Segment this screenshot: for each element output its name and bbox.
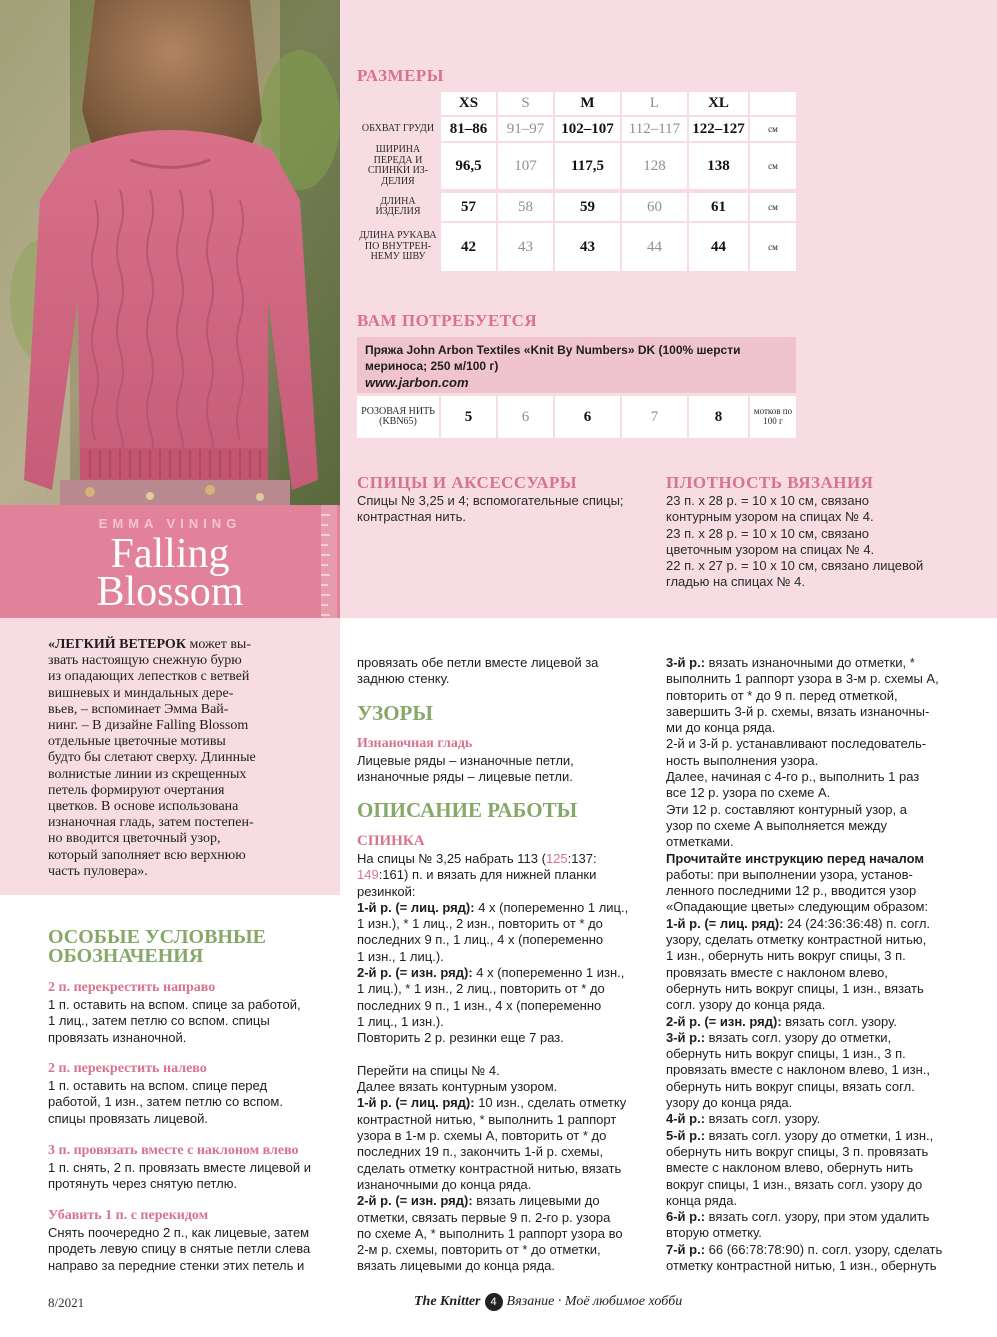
text-line: 2-й и 3-й р. устанавливают последователь- <box>666 736 927 752</box>
size-value: 44 <box>622 223 687 271</box>
row-label: 3-й р.: <box>666 655 706 670</box>
abbr-line: спицы провязать лицевой. <box>48 1110 208 1126</box>
back-heading: СПИНКА <box>357 833 425 849</box>
text-line: 3-й р.: вязать изнаночными до отметки, * <box>666 655 915 670</box>
abbr-item-text <box>48 1078 338 1127</box>
text-line: согл. узору до конца ряда. <box>666 997 826 1013</box>
size-unit: см <box>750 223 796 271</box>
reverse-stockinette-head: Изнаночная гладь <box>357 736 473 751</box>
intro-line: часть пуловера». <box>48 863 148 879</box>
intro-line: но вводится цветочный узор, <box>48 831 221 847</box>
size-header: L <box>622 92 687 115</box>
author-name: EMMA VINING <box>98 516 242 531</box>
text-line: вторую отметку. <box>666 1225 762 1241</box>
text-line: заднюю стенку. <box>357 671 450 687</box>
brand-name: The Knitter <box>414 1294 481 1309</box>
gauge-text <box>666 493 966 591</box>
abbr-item-head: Убавить 1 п. с перекидом <box>48 1208 209 1223</box>
abbr-item-head: 3 п. провязать вместе с наклоном влево <box>48 1143 299 1158</box>
size-row-label: ДЛИНА ИЗДЕЛИЯ <box>375 195 421 217</box>
intro-line: который заполняет всю верхнюю <box>48 847 246 863</box>
text-line: узора в 1-м р. схемы А, повторить от * до <box>357 1128 607 1144</box>
yarn-amount-unit: мотков по 100 г <box>750 396 796 438</box>
text-fragment: :161) п. и вязать для нижней планки <box>378 867 597 883</box>
text-line: 1-й р. (= лиц. ряд): 24 (24:36:36:48) п. согл. <box>666 915 931 931</box>
text-line: 2-м р. схемы, повторить от * до отметки, <box>357 1242 601 1258</box>
size-value: 91–97 <box>498 117 553 141</box>
text-line: провязать вместе с наклоном влево, 1 изн., <box>666 1062 930 1078</box>
row-label: 2-й р. (= изн. ряд): <box>666 1013 782 1029</box>
text-line: 2-й р. (= изн. ряд): 4 х (попеременно 1 изн., <box>357 965 625 981</box>
text-line: по схеме А, * выполнить 1 раппорт узора во <box>357 1225 623 1241</box>
text-fragment: :137: <box>567 851 597 866</box>
title-line-2: Blossom <box>96 569 244 615</box>
size-header: S <box>498 92 553 115</box>
text-line: провязать вместе с наклоном влево, <box>666 964 888 980</box>
text-line: Лицевые ряды – изнаночные петли, <box>357 753 574 768</box>
size-value: 122–127 <box>689 117 748 141</box>
intro-line: звать настоящую снежную бурю <box>48 653 242 669</box>
gauge-line: 23 п. х 28 р. = 10 х 10 см, связано <box>666 493 869 508</box>
size-value: 81–86 <box>441 117 496 141</box>
text-fragment: На спицы № 3,25 набрать 113 ( <box>357 851 546 866</box>
title-line-1: Falling <box>110 531 230 577</box>
abbr-line: направо за передние стенки этих петель и <box>48 1257 305 1273</box>
text-line: 6-й р.: вязать согл. узору, при этом удалить <box>666 1209 930 1225</box>
text-line: 3-й р.: вязать согл. узору до отметки, <box>666 1029 892 1045</box>
size-value: 112–117 <box>622 117 687 141</box>
tape-measure-icon <box>318 505 340 635</box>
sizes-heading: РАЗМЕРЫ <box>357 66 444 85</box>
text-line: 7-й р.: 66 (66:78:78:90) п. согл. узору, сделать <box>666 1241 943 1257</box>
abbreviations-heading-line: ОБОЗНАЧЕНИЯ <box>48 945 204 967</box>
yarn-amount: 5 <box>441 396 496 438</box>
text-fragment: 149 <box>357 867 379 883</box>
yarn-text: Пряжа John Arbon Textiles «Knit By Numbers» DK (100% шерсти мериноса; 250 м/100 г) <box>365 343 741 374</box>
abbr-line: работой, 1 изн., затем петлю со вспом. <box>48 1094 283 1110</box>
size-value: 128 <box>622 143 687 189</box>
row-label: 2-й р. (= изн. ряд): <box>357 965 473 981</box>
size-value: 60 <box>622 193 687 221</box>
yarn-amount: 8 <box>689 396 748 438</box>
size-value: 44 <box>689 223 748 271</box>
abbreviations-heading-line: ОСОБЫЕ УСЛОВНЫЕ <box>48 926 266 948</box>
intro-lead: «ЛЕГКИЙ ВЕТЕРОК <box>48 637 186 652</box>
text-line: ленного последними 12 р., вводится узор <box>666 883 917 899</box>
size-row-label: ДЛИНА РУКАВА ПО ВНУТРЕН-НЕМУ ШВУ <box>359 230 437 263</box>
intro-line: петель формируют очертания <box>48 782 225 798</box>
gauge-line: цветочным узором на спицах № 4. <box>666 541 875 557</box>
text-line: выполнить 1 раппорт узора в 3-м р. схемы А, <box>666 671 939 687</box>
size-header: XS <box>441 92 496 115</box>
size-unit: см <box>750 143 796 189</box>
text-line: обернуть нить вокруг спицы, 3 п. провязать <box>666 1143 929 1159</box>
text-line: все 12 р. узора по схеме А. <box>666 785 831 801</box>
brand-tagline: Вязание · Моё любимое хобби <box>506 1294 683 1309</box>
intro-line: вишневых и миндальных дере- <box>48 685 234 701</box>
needles-heading: СПИЦЫ И АКСЕССУАРЫ <box>357 473 578 492</box>
row-label: 5-й р.: <box>666 1127 706 1143</box>
abbr-line: 1 п. оставить на вспом. спице перед <box>48 1078 268 1093</box>
row-label: 1-й р. (= лиц. ряд): <box>357 899 475 915</box>
text-line: 1 лиц.), * 1 изн., 2 лиц., повторить от * до <box>357 981 605 997</box>
col3-instructions <box>666 655 966 1274</box>
size-header: XL <box>689 92 748 115</box>
row-label: 1-й р. (= лиц. ряд): <box>666 915 784 931</box>
size-value: 43 <box>555 223 620 271</box>
text-line: Далее, начиная с 4-го р., выполнить 1 раз <box>666 769 920 785</box>
text-line: 2-й р. (= изн. ряд): вязать лицевыми до <box>357 1193 600 1209</box>
text-line: вместе с наклоном влево, обернуть нить <box>666 1160 914 1176</box>
intro-text <box>48 637 320 880</box>
back-instructions <box>357 851 657 1275</box>
text-line: 2-й р. (= изн. ряд): вязать согл. узору. <box>666 1013 897 1029</box>
text-line: изнаночными до конца ряда. <box>357 1176 532 1192</box>
yarn-url: www.jarbon.com <box>365 375 469 391</box>
text-line: последних 9 п., 1 лиц., 4 х (попеременно <box>357 932 604 948</box>
text-line: работы: при выполнении узора, установ- <box>666 866 913 882</box>
text-line: 1 изн., 1 лиц.). <box>357 948 444 964</box>
text-line: обернуть нить вокруг спицы, 1 изн., 3 п. <box>666 1046 906 1062</box>
text-line: последних 19 п., закончить 1-й р. схемы, <box>357 1144 604 1160</box>
size-row-label: ОБХВАТ ГРУДИ <box>361 122 435 134</box>
text-fragment: 125 <box>545 851 568 866</box>
text-line: последних 9 п., 1 изн., 4 х (попеременно <box>357 997 602 1013</box>
footer-brand <box>414 1293 682 1311</box>
size-value: 138 <box>689 143 748 189</box>
title-block <box>0 505 340 618</box>
size-unit: см <box>750 193 796 221</box>
yarn-amount: 7 <box>622 396 687 438</box>
row-label: 1-й р. (= лиц. ряд): <box>357 1095 475 1111</box>
text-line: узору до конца ряда. <box>666 1095 793 1111</box>
text-line: вязать лицевыми до конца ряда. <box>357 1258 555 1274</box>
gauge-line: 22 п. х 27 р. = 10 х 10 см, связано лицевой <box>666 558 924 574</box>
abbr-line: провязать изнаночной. <box>48 1029 187 1045</box>
text-line: обернуть нить вокруг спицы, 1 изн., вязать <box>666 980 924 996</box>
text-line: 1 изн.), * 1 лиц., 2 изн., повторить от * до <box>357 916 603 932</box>
size-value: 96,5 <box>441 143 496 189</box>
gauge-line: контурным узором на спицах № 4. <box>666 509 874 525</box>
text-line: провязать обе петли вместе лицевой за <box>357 655 599 670</box>
intro-line: из опадающих лепестков с ветвей <box>48 669 250 685</box>
size-value: 107 <box>498 143 553 189</box>
text-line: отметки, связать первые 9 п. 2-го р. узора <box>357 1209 611 1225</box>
text-line: завершить 3-й р. схемы, вязать изнаночны- <box>666 703 930 719</box>
size-value: 42 <box>441 223 496 271</box>
requirements-heading: ВАМ ПОТРЕБУЕТСЯ <box>357 311 538 330</box>
abbr-item-text <box>48 1160 338 1193</box>
text-line: резинкой: <box>357 883 416 899</box>
row-label: 2-й р. (= изн. ряд): <box>357 1193 473 1209</box>
abbr-item-text <box>48 997 338 1046</box>
reverse-stockinette-text <box>357 753 647 786</box>
text-line: 1-й р. (= лиц. ряд): 4 х (попеременно 1 лиц., <box>357 899 629 915</box>
text-line: отметку контрастной нитью, 1 изн., обернуть <box>666 1257 937 1273</box>
size-value: 102–107 <box>555 117 620 141</box>
yarn-info <box>357 337 796 393</box>
text-line: узор по схеме А выполняется между <box>666 817 888 833</box>
row-label: 3-й р.: <box>666 1029 706 1045</box>
intro-line: может вы- <box>185 637 251 652</box>
text-line: отметками. <box>666 834 734 850</box>
intro-line: волнистые линии из скрещенных <box>48 766 247 782</box>
row-label: 6-й р.: <box>666 1209 706 1225</box>
abbr-line: Снять поочередно 2 п., как лицевые, затем <box>48 1225 310 1240</box>
page-number: 4 <box>485 1293 503 1311</box>
text-line: «Опадающие цветы» следующим образом: <box>666 899 929 915</box>
abbr-line: продеть левую спицу в снятые петли слева <box>48 1241 311 1257</box>
col2-continuation <box>357 655 647 688</box>
abbr-line: 1 п. снять, 2 п. провязать вместе лицевой и <box>48 1160 312 1175</box>
abbr-item-head: 2 п. перекрестить налево <box>48 1061 207 1076</box>
text-line: конца ряда. <box>666 1192 738 1208</box>
gauge-heading: ПЛОТНОСТЬ ВЯЗАНИЯ <box>666 473 874 492</box>
text-line: 4-й р.: вязать согл. узору. <box>666 1111 821 1127</box>
abbreviations-heading <box>48 928 328 966</box>
text-line: Перейти на спицы № 4. <box>357 1062 500 1078</box>
text-line: 1-й р. (= лиц. ряд): 10 изн., сделать отметку <box>357 1095 627 1111</box>
text-line <box>357 1047 657 1063</box>
size-value: 57 <box>441 193 496 221</box>
text-line: Повторить 2 р. резинки еще 7 раз. <box>357 1030 564 1046</box>
gauge-line: 23 п. х 28 р. = 10 х 10 см, связано <box>666 525 869 541</box>
yarn-amount: 6 <box>498 396 553 438</box>
size-unit: см <box>750 117 796 141</box>
size-header-blank <box>750 92 796 115</box>
text-line: 1 лиц., 1 изн.). <box>357 1013 444 1029</box>
intro-line: будто бы слетают сверху. Длинные <box>48 750 256 766</box>
abbr-line: 1 лиц., затем петлю со вспом. спицы <box>48 1013 270 1029</box>
yarn-amount: 6 <box>555 396 620 438</box>
text-line: контрастной нитью, * выполнить 1 раппорт <box>357 1111 617 1127</box>
text-line: 1 изн., обернуть нить вокруг спицы, 3 п. <box>666 948 906 964</box>
text-line: обернуть нить вокруг спицы, вязать согл. <box>666 1078 915 1094</box>
text-line: узору, сделать отметку контрастной нитью, <box>666 932 927 948</box>
row-label: 7-й р.: <box>666 1241 706 1257</box>
intro-line: цветков. В основе использована <box>48 799 239 815</box>
abbr-line: 1 п. оставить на вспом. спице за работой, <box>48 997 301 1012</box>
intro-line: отдельные цветочные мотивы <box>48 734 226 750</box>
text-line: ность выполнения узора. <box>666 752 819 768</box>
work-description-heading: ОПИСАНИЕ РАБОТЫ <box>357 798 578 822</box>
text-line: 5-й р.: вязать согл. узору до отметки, 1 изн., <box>666 1127 934 1143</box>
size-value: 61 <box>689 193 748 221</box>
intro-line: вьев, – вспоминает Эмма Вай- <box>48 701 229 717</box>
text-line: ми до конца ряда. <box>666 720 776 736</box>
size-value: 58 <box>498 193 553 221</box>
intro-line: нинг. – В дизайне Falling Blossom <box>48 718 249 734</box>
row-label: 4-й р.: <box>666 1111 706 1127</box>
text-line: повторить от * до 9 п. перед отметкой, <box>666 687 898 703</box>
size-value: 117,5 <box>555 143 620 189</box>
size-value: 43 <box>498 223 553 271</box>
text-line: Эти 12 р. составляют контурный узор, а <box>666 801 907 817</box>
yarn-color-label: РОЗОВАЯ НИТЬ (KBN65) <box>357 396 439 438</box>
text-line: Прочитайте инструкцию перед началом <box>666 850 925 866</box>
patterns-heading: УЗОРЫ <box>357 701 434 725</box>
text-line: изнаночные ряды – лицевые петли. <box>357 769 573 785</box>
issue-number: 8/2021 <box>48 1295 85 1310</box>
text-line: Далее вязать контурным узором. <box>357 1079 558 1095</box>
abbr-item-text <box>48 1225 338 1274</box>
text-line: сделать отметку контрастной нитью, вязать <box>357 1160 622 1176</box>
text-line: вокруг спицы, 1 изн., вязать согл. узору до <box>666 1176 923 1192</box>
intro-line: изнаночная гладь, затем постепен- <box>48 815 254 831</box>
size-row-label: ШИРИНА ПЕРЕДА И СПИНКИ ИЗ-ДЕЛИЯ <box>367 144 429 187</box>
needles-text: Спицы № 3,25 и 4; вспомогательные спицы; контрастная нить. <box>357 493 624 524</box>
size-header: M <box>555 92 620 115</box>
gauge-line: гладью на спицах № 4. <box>666 574 806 590</box>
abbr-item-head: 2 п. перекрестить направо <box>48 980 216 995</box>
sweater-photo <box>0 0 340 505</box>
abbr-line: протянуть через снятую петлю. <box>48 1176 238 1192</box>
size-value: 59 <box>555 193 620 221</box>
